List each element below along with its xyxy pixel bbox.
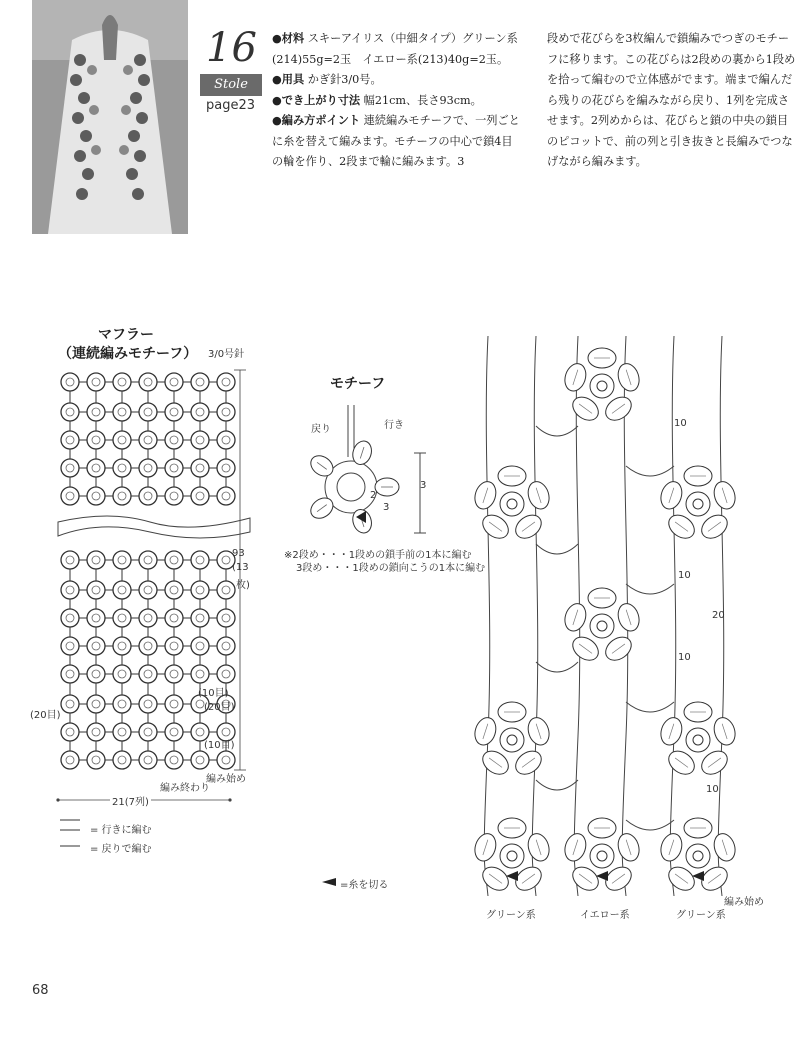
muffler-ring: [191, 609, 209, 627]
motif-mark-3: 3: [383, 502, 390, 513]
muffler-ring-center: [222, 408, 230, 416]
length-sub: (13: [232, 562, 249, 573]
legend-lines: [58, 816, 88, 856]
muffler-ring: [139, 581, 157, 599]
muffler-ring: [217, 373, 235, 391]
hook-size: 3/0号針: [208, 349, 245, 360]
muffler-ring-center: [144, 556, 152, 564]
chart-start: 編み始め: [724, 897, 764, 908]
muffler-ring-center: [66, 464, 74, 472]
muffler-ring: [139, 695, 157, 713]
muffler-ring: [61, 665, 79, 683]
page-number: 68: [32, 983, 49, 998]
chart-motif: [658, 818, 739, 895]
muffler-ring-center: [66, 408, 74, 416]
chart-motif: [472, 818, 553, 895]
chart-motif: [658, 466, 739, 543]
chart-motif-ring: [686, 844, 710, 868]
muffler-ring-center: [170, 556, 178, 564]
muffler-ring-center: [92, 436, 100, 444]
chart-connector: [536, 662, 578, 672]
chart-count-10a: 10: [674, 418, 687, 429]
stole-badge: Stole: [200, 74, 262, 96]
muffler-ring-center: [92, 728, 100, 736]
muffler-ring-center: [66, 642, 74, 650]
motif-note-2: 3段め・・・1段めの鎖向こうの1本に編む: [296, 563, 486, 574]
width-dimension: 21(7列): [110, 793, 151, 808]
muffler-ring: [113, 751, 131, 769]
muffler-ring: [139, 723, 157, 741]
muffler-ring-center: [170, 586, 178, 594]
muffler-ring-center: [170, 436, 178, 444]
muffler-ring-center: [92, 556, 100, 564]
chart-connector: [626, 702, 674, 712]
muffler-ring-center: [118, 728, 126, 736]
muffler-ring-center: [66, 556, 74, 564]
muffler-ring: [165, 487, 183, 505]
muffler-ring: [165, 751, 183, 769]
chart-motif: [562, 348, 643, 425]
chart-motif: [472, 466, 553, 543]
motif-mark-2: 2: [370, 490, 377, 501]
cut-yarn-icon: [322, 877, 338, 887]
muffler-ring-center: [222, 728, 230, 736]
muffler-ring: [61, 487, 79, 505]
muffler-ring: [139, 665, 157, 683]
muffler-end: 編み終わり: [160, 783, 210, 794]
muffler-ring: [113, 403, 131, 421]
muffler-ring: [191, 751, 209, 769]
tools-line: [272, 70, 522, 91]
muffler-ring: [61, 695, 79, 713]
muffler-ring: [87, 373, 105, 391]
chart-connector: [626, 820, 674, 830]
chart-col-yellow: イエロー系: [580, 910, 630, 921]
muffler-ring: [87, 459, 105, 477]
chart-connector: [626, 466, 674, 476]
chart-motif: [562, 818, 643, 895]
muffler-ring-center: [196, 464, 204, 472]
muffler-ring-center: [144, 756, 152, 764]
materials-line: [272, 29, 522, 70]
muffler-ring-center: [118, 492, 126, 500]
muffler-ring: [113, 431, 131, 449]
muffler-ring: [87, 695, 105, 713]
chart-col-green-right: グリーン系: [676, 910, 726, 921]
muffler-ring-center: [196, 642, 204, 650]
muffler-ring-center: [144, 492, 152, 500]
muffler-ring-center: [66, 756, 74, 764]
muffler-ring-center: [92, 464, 100, 472]
page-reference: page23: [206, 98, 256, 113]
motif-go-label: 行き: [384, 420, 404, 431]
legend-forward: = 行きに編む: [90, 825, 152, 836]
chart-connector: [536, 426, 578, 436]
muffler-ring: [139, 487, 157, 505]
muffler-ring: [61, 551, 79, 569]
muffler-ring-center: [170, 464, 178, 472]
muffler-ring-center: [170, 378, 178, 386]
muffler-ring: [217, 487, 235, 505]
muffler-ring-center: [66, 492, 74, 500]
length-number: 93: [232, 548, 245, 559]
muffler-ring: [61, 609, 79, 627]
muffler-ring-center: [92, 378, 100, 386]
muffler-ring: [113, 723, 131, 741]
muffler-ring-center: [222, 642, 230, 650]
muffler-ring-center: [196, 614, 204, 622]
muffler-ring-center: [66, 436, 74, 444]
muffler-ring-center: [170, 728, 178, 736]
muffler-ring-center: [196, 556, 204, 564]
rows-10-bottom: (10目): [204, 740, 235, 751]
muffler-ring-center: [222, 492, 230, 500]
muffler-ring: [139, 373, 157, 391]
muffler-ring-center: [222, 756, 230, 764]
chart-count-10b: 10: [678, 570, 691, 581]
muffler-ring: [113, 609, 131, 627]
muffler-ring: [191, 403, 209, 421]
chart-motif: [472, 702, 553, 779]
instructions-column-2: [547, 29, 799, 173]
chart-motif-ring: [500, 844, 524, 868]
muffler-ring: [217, 637, 235, 655]
muffler-ring-center: [222, 464, 230, 472]
muffler-ring-center: [222, 556, 230, 564]
muffler-ring: [165, 459, 183, 477]
instructions-column-1: [272, 29, 522, 173]
muffler-ring: [87, 751, 105, 769]
muffler-ring-center: [144, 586, 152, 594]
chart-motif-ring: [590, 374, 614, 398]
chart-col-green-left: グリーン系: [486, 910, 536, 921]
muffler-ring: [191, 665, 209, 683]
muffler-ring-center: [66, 700, 74, 708]
muffler-ring-center: [92, 670, 100, 678]
muffler-ring-center: [222, 614, 230, 622]
chart-connector: [626, 584, 674, 594]
muffler-ring-center: [170, 408, 178, 416]
muffler-ring: [61, 581, 79, 599]
rows-20-right: (20目): [204, 702, 235, 713]
chart-motif: [562, 588, 643, 665]
points-line: [272, 111, 522, 173]
muffler-ring: [61, 373, 79, 391]
muffler-ring: [87, 609, 105, 627]
muffler-ring-center: [92, 614, 100, 622]
muffler-ring-center: [170, 756, 178, 764]
muffler-ring-center: [196, 408, 204, 416]
points-text-2: 段めで花びらを3枚編んで鎖編みでつぎのモチーフに移ります。この花びらは2段めの裏から1段めを拾って編むので立体感がでます。端まで編んだら残りの花びらを編みながら戻り、1列を完成させます。2列めからは、花びらと鎖の中央の鎖目のピコットで、前の列と引き抜きと長編みでつなげながら編みます。: [547, 32, 796, 168]
muffler-ring-center: [66, 378, 74, 386]
muffler-ring: [139, 403, 157, 421]
muffler-ring: [165, 581, 183, 599]
motif-diagram: [296, 395, 436, 545]
muffler-ring-center: [196, 728, 204, 736]
muffler-title: マフラー: [98, 327, 154, 343]
muffler-ring-center: [92, 586, 100, 594]
muffler-ring-center: [66, 670, 74, 678]
motif-note-1: ※2段め・・・1段めの鎖手前の1本に編む: [284, 550, 472, 561]
muffler-ring-center: [222, 670, 230, 678]
muffler-ring: [139, 637, 157, 655]
muffler-ring: [139, 751, 157, 769]
muffler-ring-center: [144, 642, 152, 650]
muffler-ring: [191, 431, 209, 449]
points-text-1: 連続編みモチーフで、一列ごとに糸を替えて編みます。モチーフの中心で鎖4目の輪を作り、2段まで輪に編みます。3: [272, 114, 520, 168]
muffler-ring-center: [66, 728, 74, 736]
muffler-ring: [191, 551, 209, 569]
stole-photo: [32, 0, 188, 234]
size-line: [272, 91, 522, 112]
muffler-ring: [113, 459, 131, 477]
muffler-ring-center: [118, 408, 126, 416]
muffler-ring: [87, 637, 105, 655]
muffler-ring: [217, 665, 235, 683]
muffler-ring-center: [144, 700, 152, 708]
muffler-ring: [191, 581, 209, 599]
muffler-ring-center: [144, 614, 152, 622]
motif-petals: [307, 439, 399, 536]
muffler-ring: [217, 609, 235, 627]
muffler-ring-center: [170, 614, 178, 622]
muffler-ring: [165, 431, 183, 449]
chart-motif: [658, 702, 739, 779]
muffler-ring-center: [118, 586, 126, 594]
chart-chain-line: [532, 336, 538, 896]
muffler-ring-center: [170, 642, 178, 650]
chart-connector: [536, 780, 578, 790]
muffler-ring-center: [92, 700, 100, 708]
muffler-ring: [87, 723, 105, 741]
size-label: ●でき上がり寸法: [272, 93, 361, 107]
muffler-ring-center: [144, 670, 152, 678]
muffler-ring-center: [118, 700, 126, 708]
muffler-ring: [165, 695, 183, 713]
muffler-ring: [191, 459, 209, 477]
chart-count-20: 20: [712, 610, 725, 621]
muffler-ring-center: [144, 436, 152, 444]
motif-back-label: 戻り: [311, 424, 331, 435]
muffler-ring-center: [118, 756, 126, 764]
chart-motif-ring: [500, 492, 524, 516]
muffler-ring: [87, 487, 105, 505]
pattern-number: 16: [206, 25, 257, 71]
muffler-ring: [165, 609, 183, 627]
muffler-ring-center: [118, 556, 126, 564]
muffler-ring: [165, 403, 183, 421]
muffler-ring-center: [118, 614, 126, 622]
muffler-ring: [113, 373, 131, 391]
chart-count-10d: 10: [706, 784, 719, 795]
muffler-ring: [165, 373, 183, 391]
muffler-ring-center: [92, 756, 100, 764]
muffler-ring: [61, 459, 79, 477]
muffler-ring-center: [92, 408, 100, 416]
muffler-ring: [113, 487, 131, 505]
chart-motif-ring: [590, 614, 614, 638]
materials-label: ●材料: [272, 32, 305, 45]
muffler-ring: [139, 459, 157, 477]
muffler-start: 編み始め: [206, 774, 246, 785]
muffler-ring-center: [170, 492, 178, 500]
muffler-ring-center: [144, 378, 152, 386]
chart-motif-ring: [686, 492, 710, 516]
muffler-ring: [217, 403, 235, 421]
muffler-ring-center: [222, 586, 230, 594]
chart-chain-line: [484, 336, 490, 896]
rows-10-top: (10目): [198, 688, 229, 699]
muffler-ring: [87, 665, 105, 683]
tools-text: かぎ針3/0号。: [307, 73, 382, 86]
legend-backward: = 戻りで編む: [90, 844, 152, 855]
muffler-ring-center: [144, 408, 152, 416]
muffler-ring-center: [196, 492, 204, 500]
muffler-ring-center: [118, 670, 126, 678]
chart-motif-ring: [686, 728, 710, 752]
muffler-ring: [217, 751, 235, 769]
muffler-ring: [87, 551, 105, 569]
chart-motif-ring: [500, 728, 524, 752]
length-unit: 枚): [236, 580, 250, 591]
muffler-ring: [113, 637, 131, 655]
points-label: ●編み方ポイント: [272, 114, 361, 127]
muffler-ring: [87, 581, 105, 599]
chart-motifs: [472, 348, 739, 895]
muffler-ring-center: [92, 642, 100, 650]
chart-connector: [536, 544, 578, 554]
muffler-ring: [165, 665, 183, 683]
chart-count-10c: 10: [678, 652, 691, 663]
muffler-ring: [113, 551, 131, 569]
motif-dimension: 3: [420, 480, 427, 491]
rows-20-left: (20目): [30, 710, 61, 721]
materials-text: スキーアイリス（中細タイプ）グリーン系(214)55g=2玉 イエロー系(213)40g=2玉。: [272, 32, 518, 66]
muffler-ring: [217, 431, 235, 449]
muffler-ring: [191, 637, 209, 655]
muffler-ring: [165, 723, 183, 741]
muffler-ring: [165, 551, 183, 569]
muffler-subtitle: （連続編みモチーフ）: [58, 346, 198, 362]
muffler-ring: [191, 373, 209, 391]
muffler-ring-center: [196, 756, 204, 764]
stitch-chart: [460, 336, 770, 906]
muffler-ring-center: [118, 436, 126, 444]
muffler-ring-center: [196, 436, 204, 444]
muffler-ring-center: [196, 586, 204, 594]
muffler-ring-center: [92, 492, 100, 500]
muffler-ring: [139, 551, 157, 569]
muffler-ring: [139, 609, 157, 627]
muffler-ring-center: [170, 700, 178, 708]
chart-motif-ring: [590, 844, 614, 868]
muffler-ring-center: [196, 700, 204, 708]
muffler-ring-center: [222, 378, 230, 386]
muffler-ring-center: [196, 670, 204, 678]
muffler-ring: [165, 637, 183, 655]
muffler-ring: [61, 403, 79, 421]
muffler-ring-center: [222, 436, 230, 444]
muffler-ring-center: [118, 464, 126, 472]
tools-label: ●用具: [272, 73, 305, 86]
muffler-ring: [113, 581, 131, 599]
size-text: 幅21cm、長さ93cm。: [363, 93, 482, 107]
muffler-ring: [87, 431, 105, 449]
muffler-ring: [139, 431, 157, 449]
muffler-ring: [61, 431, 79, 449]
muffler-ring-center: [144, 464, 152, 472]
muffler-ring-center: [66, 586, 74, 594]
muffler-ring-center: [144, 728, 152, 736]
muffler-ring: [113, 665, 131, 683]
muffler-ring-center: [118, 378, 126, 386]
muffler-ring-center: [66, 614, 74, 622]
legend-cut: =糸を切る: [340, 880, 389, 891]
motif-title: モチーフ: [330, 376, 386, 392]
muffler-ring: [191, 487, 209, 505]
muffler-ring: [61, 637, 79, 655]
muffler-ring: [217, 459, 235, 477]
muffler-ring: [61, 723, 79, 741]
muffler-ring: [113, 695, 131, 713]
muffler-ring-center: [170, 670, 178, 678]
muffler-ring-center: [118, 642, 126, 650]
muffler-ring: [87, 403, 105, 421]
muffler-ring-center: [196, 378, 204, 386]
muffler-ring: [61, 751, 79, 769]
muffler-ring: [217, 581, 235, 599]
